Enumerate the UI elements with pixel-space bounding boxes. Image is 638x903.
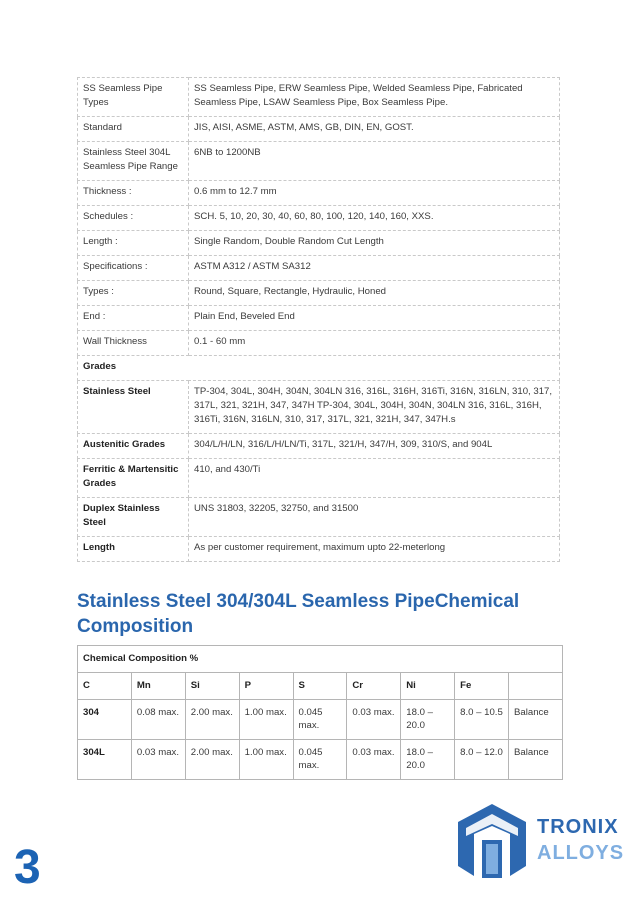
section-title: Stainless Steel 304/304L Seamless PipeChemical Composition bbox=[77, 591, 520, 637]
chem-row bbox=[78, 700, 563, 740]
grade-label: Length bbox=[78, 537, 189, 562]
chem-value-cell: 0.03 max. bbox=[347, 700, 401, 740]
spec-value: Single Random, Double Random Cut Length bbox=[189, 231, 560, 256]
grade-value: UNS 31803, 32205, 32750, and 31500 bbox=[189, 498, 560, 537]
grade-value: 410, and 430/Ti bbox=[189, 459, 560, 498]
chem-value-cell: 18.0 – 20.0 bbox=[401, 700, 455, 740]
grade-label: Austenitic Grades bbox=[78, 434, 189, 459]
spec-row bbox=[78, 306, 560, 331]
chemical-composition-table bbox=[77, 645, 563, 780]
spec-label: Thickness : bbox=[78, 181, 189, 206]
chem-header-cell: Mn bbox=[131, 673, 185, 700]
spec-value: SS Seamless Pipe, ERW Seamless Pipe, Welded Seamless Pipe, Fabricated Seamless Pipe, LSAW Seamless Pipe, Box Seamless Pipe. bbox=[189, 78, 560, 117]
spec-label: Wall Thickness bbox=[78, 331, 189, 356]
chem-value-cell: 1.00 max. bbox=[239, 700, 293, 740]
grade-row bbox=[78, 459, 560, 498]
spec-value: JIS, AISI, ASME, ASTM, AMS, GB, DIN, EN, GOST. bbox=[189, 117, 560, 142]
grade-row bbox=[78, 381, 560, 434]
chem-header-cell: P bbox=[239, 673, 293, 700]
grade-label: Ferritic & Martensitic Grades bbox=[78, 459, 189, 498]
grade-name-cell: 304 bbox=[78, 700, 132, 740]
chem-value-cell: 0.045 max. bbox=[293, 700, 347, 740]
spec-label: Standard bbox=[78, 117, 189, 142]
grade-name-cell: 304L bbox=[78, 740, 132, 780]
spec-label: Types : bbox=[78, 281, 189, 306]
chem-value-cell: 0.045 max. bbox=[293, 740, 347, 780]
grades-heading-row bbox=[78, 356, 560, 381]
grade-row bbox=[78, 537, 560, 562]
grade-row bbox=[78, 434, 560, 459]
spec-row bbox=[78, 181, 560, 206]
spec-row bbox=[78, 117, 560, 142]
spec-label: End : bbox=[78, 306, 189, 331]
chem-value-cell: 1.00 max. bbox=[239, 740, 293, 780]
grade-value: As per customer requirement, maximum upto 22-meterlong bbox=[189, 537, 560, 562]
chem-header-cell: Fe bbox=[455, 673, 509, 700]
grade-label: Stainless Steel bbox=[78, 381, 189, 434]
grade-value: 304/L/H/LN, 316/L/H/LN/Ti, 317L, 321/H, 347/H, 309, 310/S, and 904L bbox=[189, 434, 560, 459]
brand-name-line2: ALLOYS bbox=[537, 842, 625, 864]
grade-row bbox=[78, 498, 560, 537]
spec-row bbox=[78, 206, 560, 231]
spec-value: ASTM A312 / ASTM SA312 bbox=[189, 256, 560, 281]
spec-row bbox=[78, 331, 560, 356]
spec-value: SCH. 5, 10, 20, 30, 40, 60, 80, 100, 120, 140, 160, XXS. bbox=[189, 206, 560, 231]
grade-value: TP-304, 304L, 304H, 304N, 304LN 316, 316L, 316H, 316Ti, 316N, 316LN, 310, 317, 317L, 321, 321H, 347, 347H TP-304, 304L, 304H, 304N, 304LN 316, 316L, 316H, 316Ti, 316N, 316LN, 310, 317, 317L, 321, 321H, 347, 347H.s bbox=[189, 381, 560, 434]
page-number: 3 bbox=[14, 841, 41, 894]
chem-value-cell: 2.00 max. bbox=[185, 700, 239, 740]
chem-header-cell: S bbox=[293, 673, 347, 700]
chem-value-cell: Balance bbox=[509, 700, 563, 740]
spec-value: 0.6 mm to 12.7 mm bbox=[189, 181, 560, 206]
chem-row bbox=[78, 740, 563, 780]
spec-value: Plain End, Beveled End bbox=[189, 306, 560, 331]
grades-heading: Grades bbox=[78, 356, 560, 381]
chem-value-cell: 2.00 max. bbox=[185, 740, 239, 780]
spec-value: Round, Square, Rectangle, Hydraulic, Honed bbox=[189, 281, 560, 306]
spec-row bbox=[78, 231, 560, 256]
chem-value-cell: 18.0 – 20.0 bbox=[401, 740, 455, 780]
spec-row bbox=[78, 256, 560, 281]
brand-name-line1: TRONIX bbox=[537, 816, 619, 838]
spec-value: 0.1 - 60 mm bbox=[189, 331, 560, 356]
chem-header-cell: Cr bbox=[347, 673, 401, 700]
spec-value: 6NB to 1200NB bbox=[189, 142, 560, 181]
chem-caption-row bbox=[78, 646, 563, 673]
chem-value-cell: 0.08 max. bbox=[131, 700, 185, 740]
spec-label: SS Seamless Pipe Types bbox=[78, 78, 189, 117]
spec-label: Stainless Steel 304L Seamless Pipe Range bbox=[78, 142, 189, 181]
chem-header-cell: Ni bbox=[401, 673, 455, 700]
chem-value-cell: 8.0 – 10.5 bbox=[455, 700, 509, 740]
chem-header-cell: C bbox=[78, 673, 132, 700]
chem-value-cell: 0.03 max. bbox=[347, 740, 401, 780]
spec-row bbox=[78, 78, 560, 117]
chem-value-cell: 0.03 max. bbox=[131, 740, 185, 780]
chem-caption: Chemical Composition % bbox=[78, 646, 563, 673]
chem-header-cell: Si bbox=[185, 673, 239, 700]
chem-header-cell bbox=[509, 673, 563, 700]
chem-value-cell: Balance bbox=[509, 740, 563, 780]
grade-label: Duplex Stainless Steel bbox=[78, 498, 189, 537]
specifications-table bbox=[77, 77, 560, 562]
spec-row bbox=[78, 281, 560, 306]
spec-label: Length : bbox=[78, 231, 189, 256]
chem-header-row bbox=[78, 673, 563, 700]
spec-row bbox=[78, 142, 560, 181]
tronix-logo-icon bbox=[452, 800, 532, 880]
spec-label: Schedules : bbox=[78, 206, 189, 231]
chem-value-cell: 8.0 – 12.0 bbox=[455, 740, 509, 780]
spec-label: Specifications : bbox=[78, 256, 189, 281]
